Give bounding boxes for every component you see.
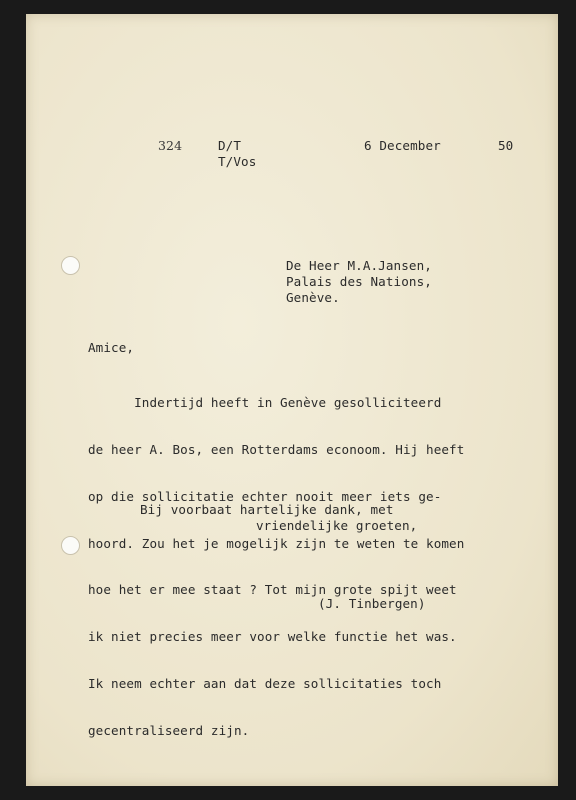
date: 6 December [364,138,441,153]
punch-hole-top [61,256,80,275]
punch-hole-bottom [61,536,80,555]
body-line: Indertijd heeft in Genève gesolliciteerd [88,395,442,411]
year: 50 [498,138,514,153]
closing-line-2: vriendelijke groeten, [256,518,418,533]
file-number: 324 [158,138,183,153]
address-line-1: De Heer M.A.Jansen, [286,258,432,273]
body-line: op die sollicitatie echter nooit meer iets ge- [88,488,442,504]
signature: (J. Tinbergen) [318,596,426,611]
address-line-3: Genève. [286,290,340,305]
body-line: hoord. Zou het je mogelijk zijn te weten te komen [88,535,465,551]
address-line-2: Palais des Nations, [286,274,432,289]
body-line: de heer A. Bos, een Rotterdams econoom. Hij heeft [88,441,465,457]
reference-line-1: D/T [218,138,242,153]
letter-body [88,364,464,754]
body-line: Ik neem echter aan dat deze sollicitaties toch [88,675,442,691]
body-line: gecentraliseerd zijn. [88,722,250,738]
closing-line-1: Bij voorbaat hartelijke dank, met [140,502,394,517]
reference-line-2: T/Vos [218,154,257,169]
salutation: Amice, [88,340,135,355]
body-line: ik niet precies meer voor welke functie het was. [88,629,457,645]
body-line: hoe het er mee staat ? Tot mijn grote spijt weet [88,582,457,598]
